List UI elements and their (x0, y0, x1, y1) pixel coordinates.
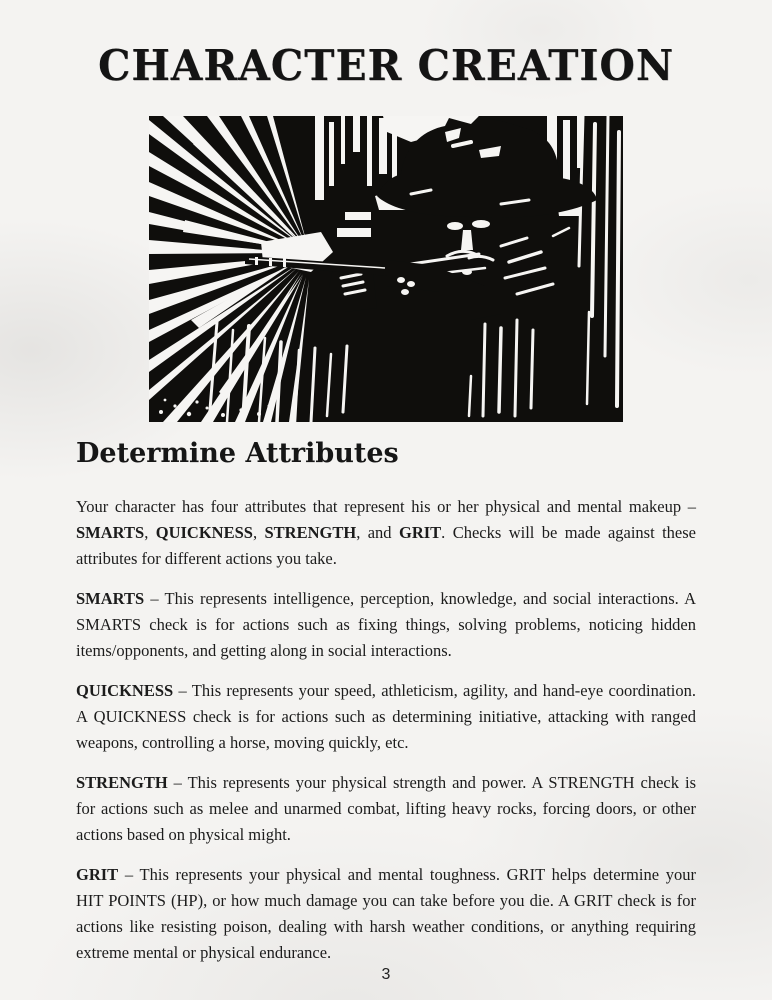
attribute-name: QUICKNESS (76, 681, 174, 700)
page-number: 3 (381, 966, 391, 983)
paragraph (76, 770, 696, 848)
attribute-name: QUICKNESS (155, 523, 253, 542)
paragraph-text: , and (356, 523, 399, 542)
paragraph (76, 494, 696, 572)
attribute-name: SMARTS (76, 523, 145, 542)
paragraph-text: , (144, 523, 156, 542)
paragraph-text: – This represents your physical strength and power. A STRENGTH check is for actions such as melee and unarmed combat, lifting heavy rocks, forcing doors, or other actions based on physical might. (76, 773, 696, 844)
paragraph-text: – This represents intelligence, perception, knowledge, and social interactions. A SMARTS check is for actions such as fixing things, solving problems, noticing hidden items/opponents, and getting along in social interactions. (76, 589, 696, 660)
paragraph (76, 862, 696, 966)
paragraph (76, 586, 696, 664)
attribute-name: GRIT (76, 865, 119, 884)
paragraph-text: . Checks will be made against these attributes for different actions you take. (76, 523, 697, 568)
paragraph-text: – This represents your speed, athleticism, agility, and hand-eye coordination. A QUICKNESS check is for actions such as determining initiative, attacking with ranged weapons, controlling a horse, moving quickly, etc. (76, 681, 696, 752)
attribute-name: STRENGTH (76, 773, 168, 792)
paragraph-text: , (252, 523, 265, 542)
paragraph (76, 678, 696, 756)
attribute-name: STRENGTH (264, 523, 357, 542)
section-heading: Determine Attributes (76, 438, 399, 469)
gunslinger-woodcut-svg (149, 116, 623, 422)
page-title: CHARACTER CREATION (97, 41, 675, 90)
content-column (76, 438, 696, 966)
paragraphs (76, 494, 696, 966)
paragraph-text: Your character has four attributes that represent his or her physical and mental makeup – (76, 497, 696, 516)
gunslinger-woodcut-illustration (149, 116, 623, 422)
attribute-name: SMARTS (76, 589, 145, 608)
attribute-name: GRIT (398, 523, 442, 542)
paragraph-text: – This represents your physical and mental toughness. GRIT helps determine your HIT POINTS (HP), or how much damage you can take before you die. A GRIT check is for actions like resisting poison, dealing with harsh weather conditions, or anything requiring extreme mental or physical endurance. (76, 865, 696, 962)
